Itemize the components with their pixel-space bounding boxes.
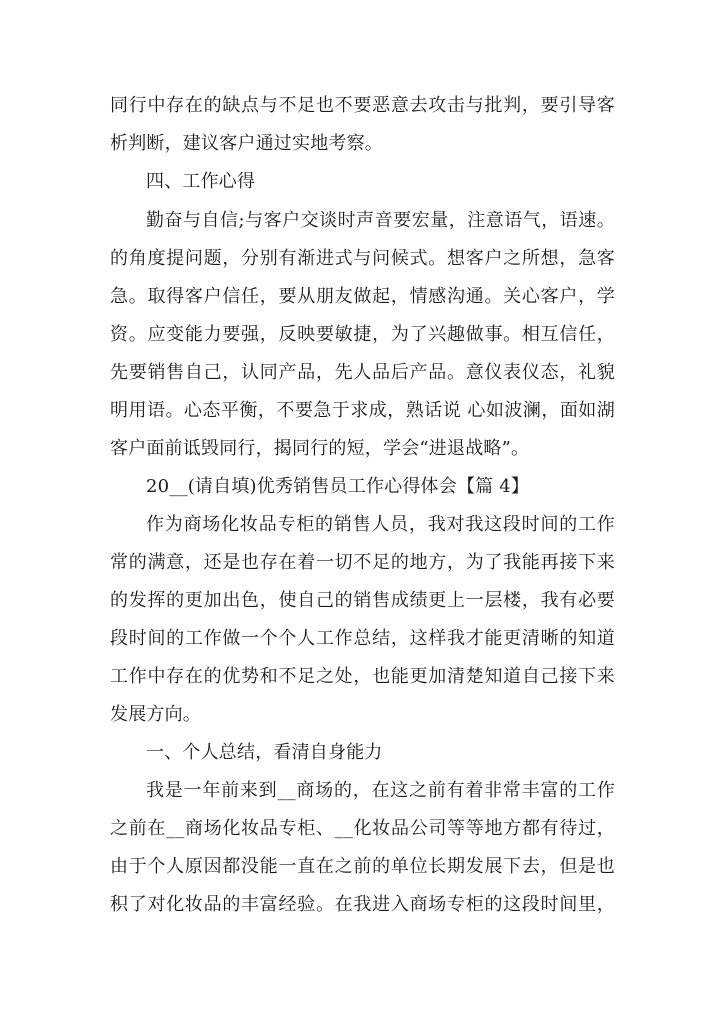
paragraph-line: 段时间的工作做一个个人工作总结，这样我才能更清晰的知道 [110,628,615,649]
paragraph-line: 同行中存在的缺点与不足也不要恶意去攻击与批判，要引导客 [110,95,615,116]
section-heading: 一、个人总结，看清自身能力 [146,742,383,763]
paragraph-line: 的发挥的更加出色，使自己的销售成绩更上一层楼，我有必要 [110,590,615,611]
paragraph-line: 之前在__商场化妆品专柜、__化妆品公司等等地方都有待过， [110,818,615,839]
paragraph-line: 先要销售自己，认同产品，先人品后产品。意仪表仪态，礼貌 [110,362,615,383]
paragraph-line: 明用语。心态平衡，不要急于求成，熟话说 心如波澜，面如湖 [110,400,615,421]
paragraph-line: 的角度提问题，分别有渐进式与问候式。想客户之所想，急客 [110,248,615,269]
paragraph-line: 发展方向。 [110,704,201,725]
paragraph-line: 积了对化妆品的丰富经验。在我进入商场专柜的这段时间里， [110,894,615,915]
paragraph-line: 我是一年前来到__商场的，在这之前有着非常丰富的工作 [146,780,615,801]
paragraph-line: 作为商场化妆品专柜的销售人员，我对我这段时间的工作 [146,514,615,535]
paragraph-line: 工作中存在的优势和不足之处，也能更加清楚知道自己接下来 [110,666,615,687]
section-heading: 四、工作心得 [146,171,256,192]
paragraph-line: 资。应变能力要强，反映要敏捷，为了兴趣做事。相互信任， [110,324,615,345]
paragraph-line: 急。取得客户信任，要从朋友做起，情感沟通。关心客户，学 [110,286,615,307]
paragraph-line: 勤奋与自信;与客户交谈时声音要宏量，注意语气，语速。 [146,210,615,231]
article-heading: 20__(请自填)优秀销售员工作心得体会【篇 4】 [146,476,530,497]
paragraph-line: 析判断，建议客户通过实地考察。 [110,133,383,154]
paragraph-line: 由于个人原因都没能一直在之前的单位长期发展下去，但是也 [110,856,615,877]
paragraph-line: 客户面前诋毁同行，揭同行的短，学会“进退战略”。 [110,438,530,459]
paragraph-line: 常的满意，还是也存在着一切不足的地方，为了我能再接下来 [110,552,615,573]
